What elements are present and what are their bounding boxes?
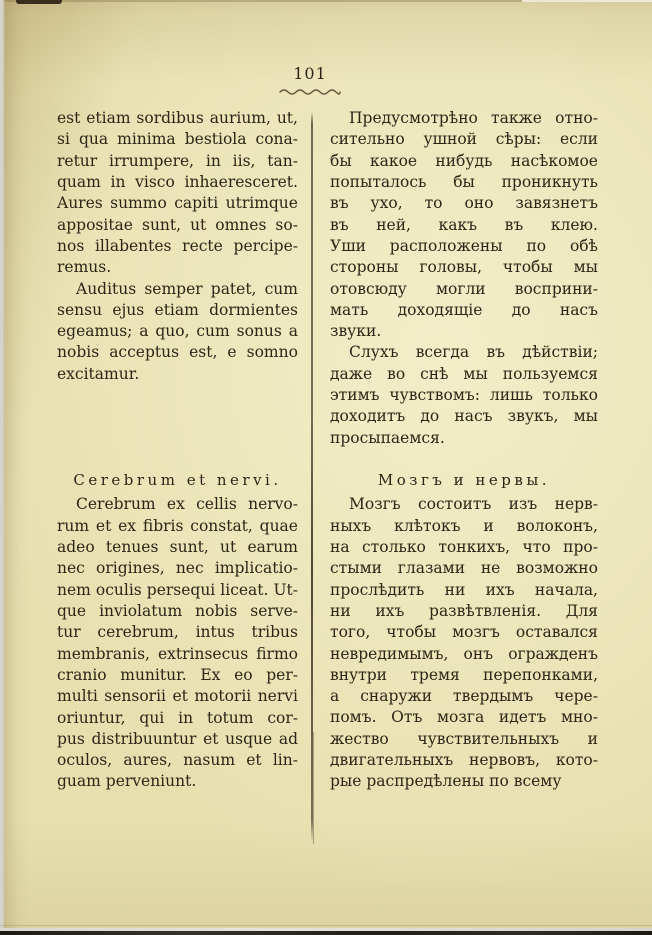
section-heading: Cerebrum et nervi. <box>73 471 282 490</box>
russian-column <box>330 108 598 793</box>
text-line: невредимымъ, онъ огражденъ <box>330 644 598 663</box>
text-line: que inviolatum nobis serve- <box>57 601 298 620</box>
text-line: стороны головы, чтобы мы <box>330 258 598 277</box>
text-line: рые распредѣлены по всему <box>330 772 562 791</box>
page-number: 101 <box>293 64 327 83</box>
text-line: si qua minima bestiola cona- <box>57 130 298 149</box>
text-line: nec origines, nec implicatio- <box>57 559 298 578</box>
text-line: помъ. Отъ мозга идетъ мно- <box>330 708 598 727</box>
text-line: pus distribuuntur et usque ad <box>57 729 298 748</box>
text-line: звуки. <box>330 322 382 341</box>
text-line: sensu ejus etiam dormientes <box>57 300 298 319</box>
text-line: remus. <box>57 258 112 277</box>
text-line: отовсюду могли восприни- <box>330 279 598 298</box>
text-line: внутри тремя перепонками, <box>330 665 598 684</box>
text-line: этимъ чувствомъ: лишь только <box>330 386 598 405</box>
text-line: доходитъ до насъ звукъ, мы <box>330 407 598 426</box>
page-edge-left <box>0 0 6 935</box>
column-divider-lower <box>313 732 315 844</box>
text-line: nem oculis persequi liceat. Ut- <box>57 580 298 599</box>
text-line: просыпаемся. <box>330 428 445 447</box>
text-line: adeo tenues sunt, ut earum <box>57 538 298 556</box>
text-line: сительно ушной сѣры: если <box>330 130 598 149</box>
text-line: въ ухо, то оно завязнетъ <box>330 194 598 213</box>
text-line: appositae sunt, ut omnes so- <box>57 215 298 234</box>
text-line: oriuntur, qui in totum cor- <box>57 708 298 727</box>
text-line: cranio munitur. Ex eo per- <box>57 665 298 684</box>
section-heading: Мозгъ и нервы. <box>377 471 551 489</box>
text-line: жество чувствительныхъ и <box>330 729 598 748</box>
text-line: guam perveniunt. <box>57 772 197 791</box>
text-line: Мозгъ состоитъ изъ нерв- <box>349 495 598 514</box>
text-line: multi sensorii et motorii nervi <box>57 687 298 706</box>
text-line: Предусмотрѣно также отно- <box>349 109 598 127</box>
text-line: Cerebrum ex cellis nervo- <box>76 495 298 514</box>
text-line: excitamur. <box>57 364 140 383</box>
text-line: бы какое нибудь насѣкомое <box>330 151 598 170</box>
text-line: въ ней, какъ въ клею. <box>330 215 598 234</box>
text-line: quam in visco inhaeresceret. <box>57 172 298 191</box>
latin-column <box>57 108 298 793</box>
text-line: на столько тонкихъ, что про- <box>330 537 598 556</box>
page-number-underline <box>278 87 342 96</box>
text-line: tur cerebrum, intus tribus <box>57 623 298 642</box>
page-bottom-crease <box>0 925 652 926</box>
text-line: Уши расположены по обѣ <box>330 236 598 255</box>
text-line: retur irrumpere, in iis, tan- <box>57 151 298 170</box>
text-line: nobis acceptus est, e somno <box>57 343 298 362</box>
text-line: попыталось бы проникнуть <box>330 172 598 191</box>
text-line: стыми глазами не возможно <box>330 559 598 578</box>
text-line: Auditus semper patet, cum <box>76 279 298 298</box>
text-line: est etiam sordibus aurium, ut, <box>57 109 298 127</box>
text-line: даже во снѣ мы пользуемся <box>330 364 598 383</box>
text-line: а снаружи твердымъ чере- <box>330 687 598 706</box>
text-line: Aures summo capiti utrimque <box>57 194 298 213</box>
page-edge-top-mark <box>16 0 62 4</box>
text-line: того, чтобы мозгъ оставался <box>330 623 598 642</box>
text-line: мать доходящіе до насъ <box>330 300 598 319</box>
text-line: ни ихъ развѣтвленія. Для <box>330 601 598 620</box>
text-line: rum et ex fibris constat, quae <box>57 516 298 535</box>
text-line: ныхъ клѣтокъ и волоконъ, <box>330 516 598 535</box>
text-line: прослѣдить ни ихъ начала, <box>330 580 598 599</box>
text-line: membranis, extrinsecus firmo <box>57 644 298 663</box>
text-line: nos illabentes recte percipe- <box>57 236 298 255</box>
text-line: двигательныхъ нервовъ, кото- <box>330 751 598 770</box>
scan-bottom-bar <box>0 931 652 935</box>
text-line: egeamus; a quo, cum sonus a <box>57 322 298 341</box>
text-line: oculos, aures, nasum et lin- <box>57 751 298 770</box>
text-line: Слухъ всегда въ дѣйствіи; <box>349 343 598 362</box>
page-edge-top-light <box>522 0 652 2</box>
